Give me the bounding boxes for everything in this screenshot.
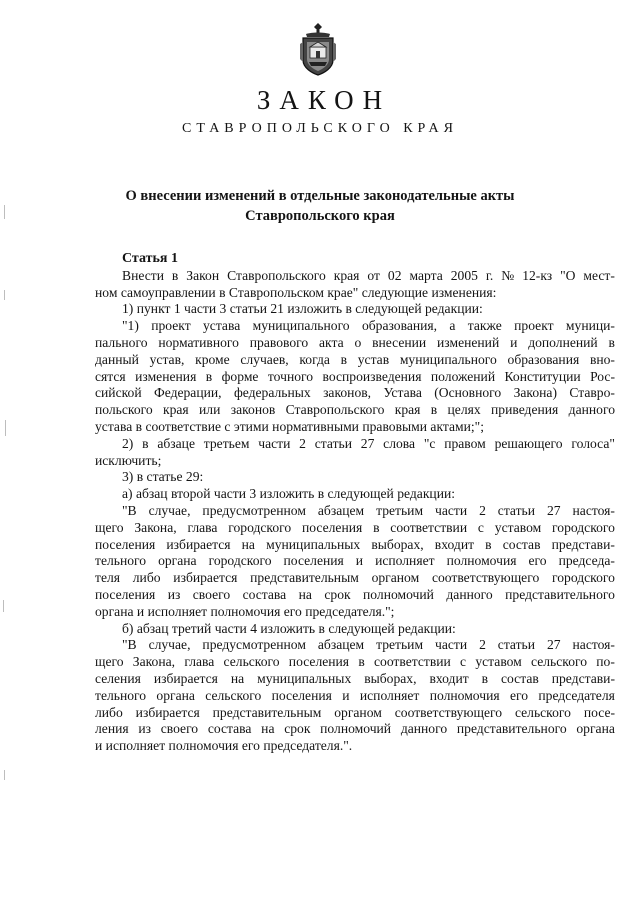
word: пального <box>95 334 148 350</box>
text-line <box>95 503 615 520</box>
word: и <box>355 553 364 569</box>
scan-mark <box>3 600 4 612</box>
word: своего <box>192 586 231 602</box>
word: статьи <box>314 435 352 451</box>
word: на <box>261 721 275 737</box>
text-line: ном самоуправлении в Ставропольском крае" следующие изменения: <box>95 284 497 300</box>
coat-of-arms-emblem <box>298 22 338 76</box>
word: избирается <box>166 536 231 552</box>
word: либо <box>95 704 123 720</box>
scan-mark <box>5 420 6 436</box>
word: также <box>467 318 502 334</box>
word: щего <box>95 519 124 535</box>
word: представительного <box>456 721 567 737</box>
word: устава <box>203 318 241 334</box>
word: устав, <box>149 351 185 367</box>
text-line <box>95 352 615 369</box>
word: в <box>340 351 348 367</box>
word: избирается <box>153 670 218 686</box>
word: края <box>163 402 189 418</box>
scan-mark <box>4 770 5 780</box>
word: Закона, <box>134 519 177 535</box>
word: части <box>435 637 468 653</box>
word: на <box>230 670 245 686</box>
word: Ставропольского <box>227 267 326 283</box>
word: вно- <box>589 351 615 367</box>
text-line <box>95 553 615 570</box>
word: правом <box>444 435 486 451</box>
word: 2005 <box>450 267 478 283</box>
word: Устава <box>383 385 422 401</box>
word: настоя- <box>572 637 615 653</box>
word: целях <box>447 402 481 418</box>
word: уставом <box>494 519 542 535</box>
word: своего <box>160 721 199 737</box>
word: федеральных <box>233 385 311 401</box>
text-line: и исполняет полномочия его председателя.". <box>95 738 353 754</box>
word: слова <box>383 435 416 451</box>
word: "О <box>560 267 576 283</box>
word: польского <box>95 402 153 418</box>
word: или <box>199 402 221 418</box>
text-line <box>95 570 615 587</box>
word: (Основного <box>434 385 502 401</box>
word: Ставро- <box>569 385 615 401</box>
word: третьим <box>376 502 424 518</box>
word: сятся <box>95 368 126 384</box>
word: абзаце <box>157 435 195 451</box>
text-line: органа и исполняет полномочия его председателя."; <box>95 603 395 619</box>
word: в <box>373 519 380 535</box>
word: данного <box>400 721 448 737</box>
text-line: 1) пункт 1 части 3 статьи 21 изложить в следующей редакции: <box>122 301 483 317</box>
word: Внести <box>122 267 164 283</box>
word: органа <box>158 553 197 569</box>
law-title: ЗАКОН <box>256 85 392 115</box>
word: его <box>509 687 529 703</box>
word: селения <box>95 670 141 686</box>
text-line <box>95 402 615 419</box>
word: в <box>205 368 213 384</box>
word: исполняет <box>359 687 420 703</box>
word: № <box>501 267 515 283</box>
word: председа- <box>558 553 615 569</box>
word: соответствии <box>390 519 468 535</box>
word: предусмотренном <box>202 637 306 653</box>
text-line <box>95 369 615 386</box>
text-line: исключить; <box>95 452 162 468</box>
word: муниципального <box>252 318 350 334</box>
word: дополнений <box>528 334 598 350</box>
word: городского <box>552 519 615 535</box>
word: кроме <box>195 351 230 367</box>
text-line <box>95 587 615 604</box>
word: части <box>435 502 468 518</box>
word: щего <box>95 654 124 670</box>
text-line: устава в соответствие с этими нормативными правовыми актами;"; <box>95 418 484 434</box>
word: "1) <box>122 318 139 334</box>
word: и <box>342 687 350 703</box>
word: исполняет <box>375 553 435 569</box>
word: части <box>258 435 291 451</box>
word: устав <box>357 351 390 367</box>
word: представительным <box>212 704 322 720</box>
word: Закона) <box>513 385 557 401</box>
word: муници- <box>565 318 615 334</box>
word: представительного <box>505 586 615 602</box>
word: статьи <box>497 637 536 653</box>
scan-mark <box>4 290 5 300</box>
word: муниципальных <box>266 536 361 552</box>
text-line: 3) в статье 29: <box>122 469 204 485</box>
word: третьем <box>203 435 250 451</box>
word: полномочия <box>429 687 500 703</box>
heading-line: О внесении изменений в отдельные законодательные акты <box>125 188 515 204</box>
text-line <box>95 335 615 352</box>
word: представи- <box>551 670 615 686</box>
word: 27 <box>360 435 375 451</box>
word: сельского <box>223 654 280 670</box>
word: в <box>481 670 489 686</box>
word: сельского <box>514 704 571 720</box>
text-line <box>95 671 615 688</box>
word: 2 <box>479 502 486 518</box>
word: образования, <box>361 318 438 334</box>
word: сельского <box>531 654 588 670</box>
word: органа <box>156 687 195 703</box>
text-line <box>95 637 615 654</box>
word: "В <box>122 637 137 653</box>
word: с <box>477 519 484 535</box>
word: случае, <box>148 637 191 653</box>
word: данного <box>568 402 615 418</box>
word: городского <box>208 553 272 569</box>
word: изменений <box>437 334 500 350</box>
word: городского <box>228 519 292 535</box>
word: из <box>138 721 151 737</box>
word: состава <box>207 721 252 737</box>
word: полномочия <box>446 553 517 569</box>
word: данного <box>446 586 493 602</box>
word: на <box>241 536 255 552</box>
word: форме <box>221 368 259 384</box>
text-line: а) абзац второй части 3 изложить в следующей редакции: <box>122 486 456 502</box>
text-line: б) абзац третий части 4 изложить в следующей редакции: <box>122 620 456 636</box>
word: 02 <box>387 267 402 283</box>
word: проект <box>151 318 191 334</box>
word: состав <box>502 536 541 552</box>
document-body <box>95 251 615 755</box>
word: от <box>367 267 380 283</box>
word: представительным <box>250 570 359 586</box>
word: воспроизведения <box>322 368 422 384</box>
word: соответствии <box>373 654 451 670</box>
document-heading <box>0 186 640 226</box>
word: председателя <box>538 687 615 703</box>
heading-line: Ставропольского края <box>245 208 395 224</box>
word: поселения <box>283 553 344 569</box>
word: края <box>333 267 360 283</box>
word: поселения <box>288 654 350 670</box>
word: избирается <box>135 704 200 720</box>
word: состав <box>501 670 539 686</box>
word: внесении <box>372 334 427 350</box>
word: голоса" <box>571 435 615 451</box>
word: изменения <box>135 368 197 384</box>
word: входит <box>429 670 469 686</box>
word: "В <box>122 502 137 518</box>
word: входит <box>434 536 475 552</box>
word: предусмотренном <box>202 502 306 518</box>
word: избирается <box>173 570 238 586</box>
word: выборах, <box>371 536 424 552</box>
word: абзацем <box>317 637 365 653</box>
word: уставом <box>475 654 522 670</box>
word: о <box>354 334 362 350</box>
word: Ставропольского <box>285 402 385 418</box>
word: ления <box>95 721 129 737</box>
word: полномочий <box>363 586 434 602</box>
word: сийской <box>95 385 142 401</box>
article-label: Статья 1 <box>122 251 178 266</box>
word: выборах, <box>364 670 417 686</box>
word: органом <box>334 704 382 720</box>
word: третьим <box>376 637 424 653</box>
word: Рос- <box>590 368 615 384</box>
word: по- <box>596 654 615 670</box>
word: в <box>358 654 365 670</box>
word: 27 <box>546 637 561 653</box>
text-line <box>95 520 615 537</box>
word: образования <box>507 351 580 367</box>
word: сельского <box>205 687 262 703</box>
text-line <box>95 705 615 722</box>
word: глава <box>184 654 215 670</box>
word: состава <box>242 586 287 602</box>
word: полномочий <box>320 721 392 737</box>
text-line <box>95 385 615 402</box>
word: поселения <box>95 586 156 602</box>
law-subtitle: СТАВРОПОЛЬСКОГО КРАЯ <box>182 121 458 136</box>
word: решающего <box>494 435 563 451</box>
word: случаев, <box>240 351 289 367</box>
text-line <box>95 268 615 285</box>
word: приведения <box>491 402 559 418</box>
word: тельного <box>95 553 147 569</box>
word: глава <box>187 519 218 535</box>
word: в <box>171 267 179 283</box>
word: срок <box>324 586 351 602</box>
text-line <box>95 688 615 705</box>
word: 12-кз <box>522 267 553 283</box>
word: соответствующего <box>431 570 540 586</box>
word: в <box>485 536 492 552</box>
word: и <box>510 334 518 350</box>
word: Закона, <box>132 654 176 670</box>
word: теля <box>95 570 121 586</box>
word: правового <box>249 334 309 350</box>
word: г. <box>485 267 494 283</box>
word: его <box>528 553 547 569</box>
word: положений <box>430 368 496 384</box>
word: настоя- <box>572 502 615 518</box>
word: края <box>394 402 421 418</box>
word: срок <box>284 721 311 737</box>
word: муниципальных <box>257 670 352 686</box>
word: посе- <box>583 704 615 720</box>
word: нормативного <box>158 334 239 350</box>
word: с <box>460 654 467 670</box>
word: мест- <box>583 267 615 283</box>
text-line <box>95 318 615 335</box>
word: "с <box>423 435 436 451</box>
word: 2) <box>122 435 134 451</box>
word: 2 <box>479 637 486 653</box>
word: законов, <box>323 385 372 401</box>
word: тельного <box>95 687 147 703</box>
word: на <box>298 586 312 602</box>
word: 27 <box>546 502 561 518</box>
word: проект <box>514 318 554 334</box>
text-line <box>95 436 615 453</box>
text-line <box>95 721 615 738</box>
word: городского <box>552 570 615 586</box>
word: 2 <box>299 435 306 451</box>
text-line <box>95 537 615 554</box>
word: из <box>167 586 181 602</box>
word: органа <box>576 721 615 737</box>
word: законов <box>230 402 276 418</box>
word: точного <box>267 368 314 384</box>
word: в <box>142 435 149 451</box>
word: Закон <box>186 267 220 283</box>
word: в <box>430 402 438 418</box>
word: в <box>608 334 615 350</box>
word: муниципального <box>399 351 497 367</box>
text-line <box>95 654 615 671</box>
word: марта <box>409 267 443 283</box>
word: поселения <box>271 687 332 703</box>
word: Конституции <box>504 368 581 384</box>
word: поселения <box>301 519 363 535</box>
word: статьи <box>497 502 536 518</box>
word: случае, <box>148 502 191 518</box>
word: органом <box>371 570 420 586</box>
word: поселения <box>95 536 156 552</box>
word: либо <box>132 570 161 586</box>
word: Федерации, <box>153 385 222 401</box>
word: акта <box>319 334 344 350</box>
word: представи- <box>551 536 615 552</box>
word: а <box>449 318 456 334</box>
word: соответствующего <box>394 704 503 720</box>
word: когда <box>299 351 330 367</box>
word: абзацем <box>317 502 365 518</box>
word: данный <box>95 351 139 367</box>
